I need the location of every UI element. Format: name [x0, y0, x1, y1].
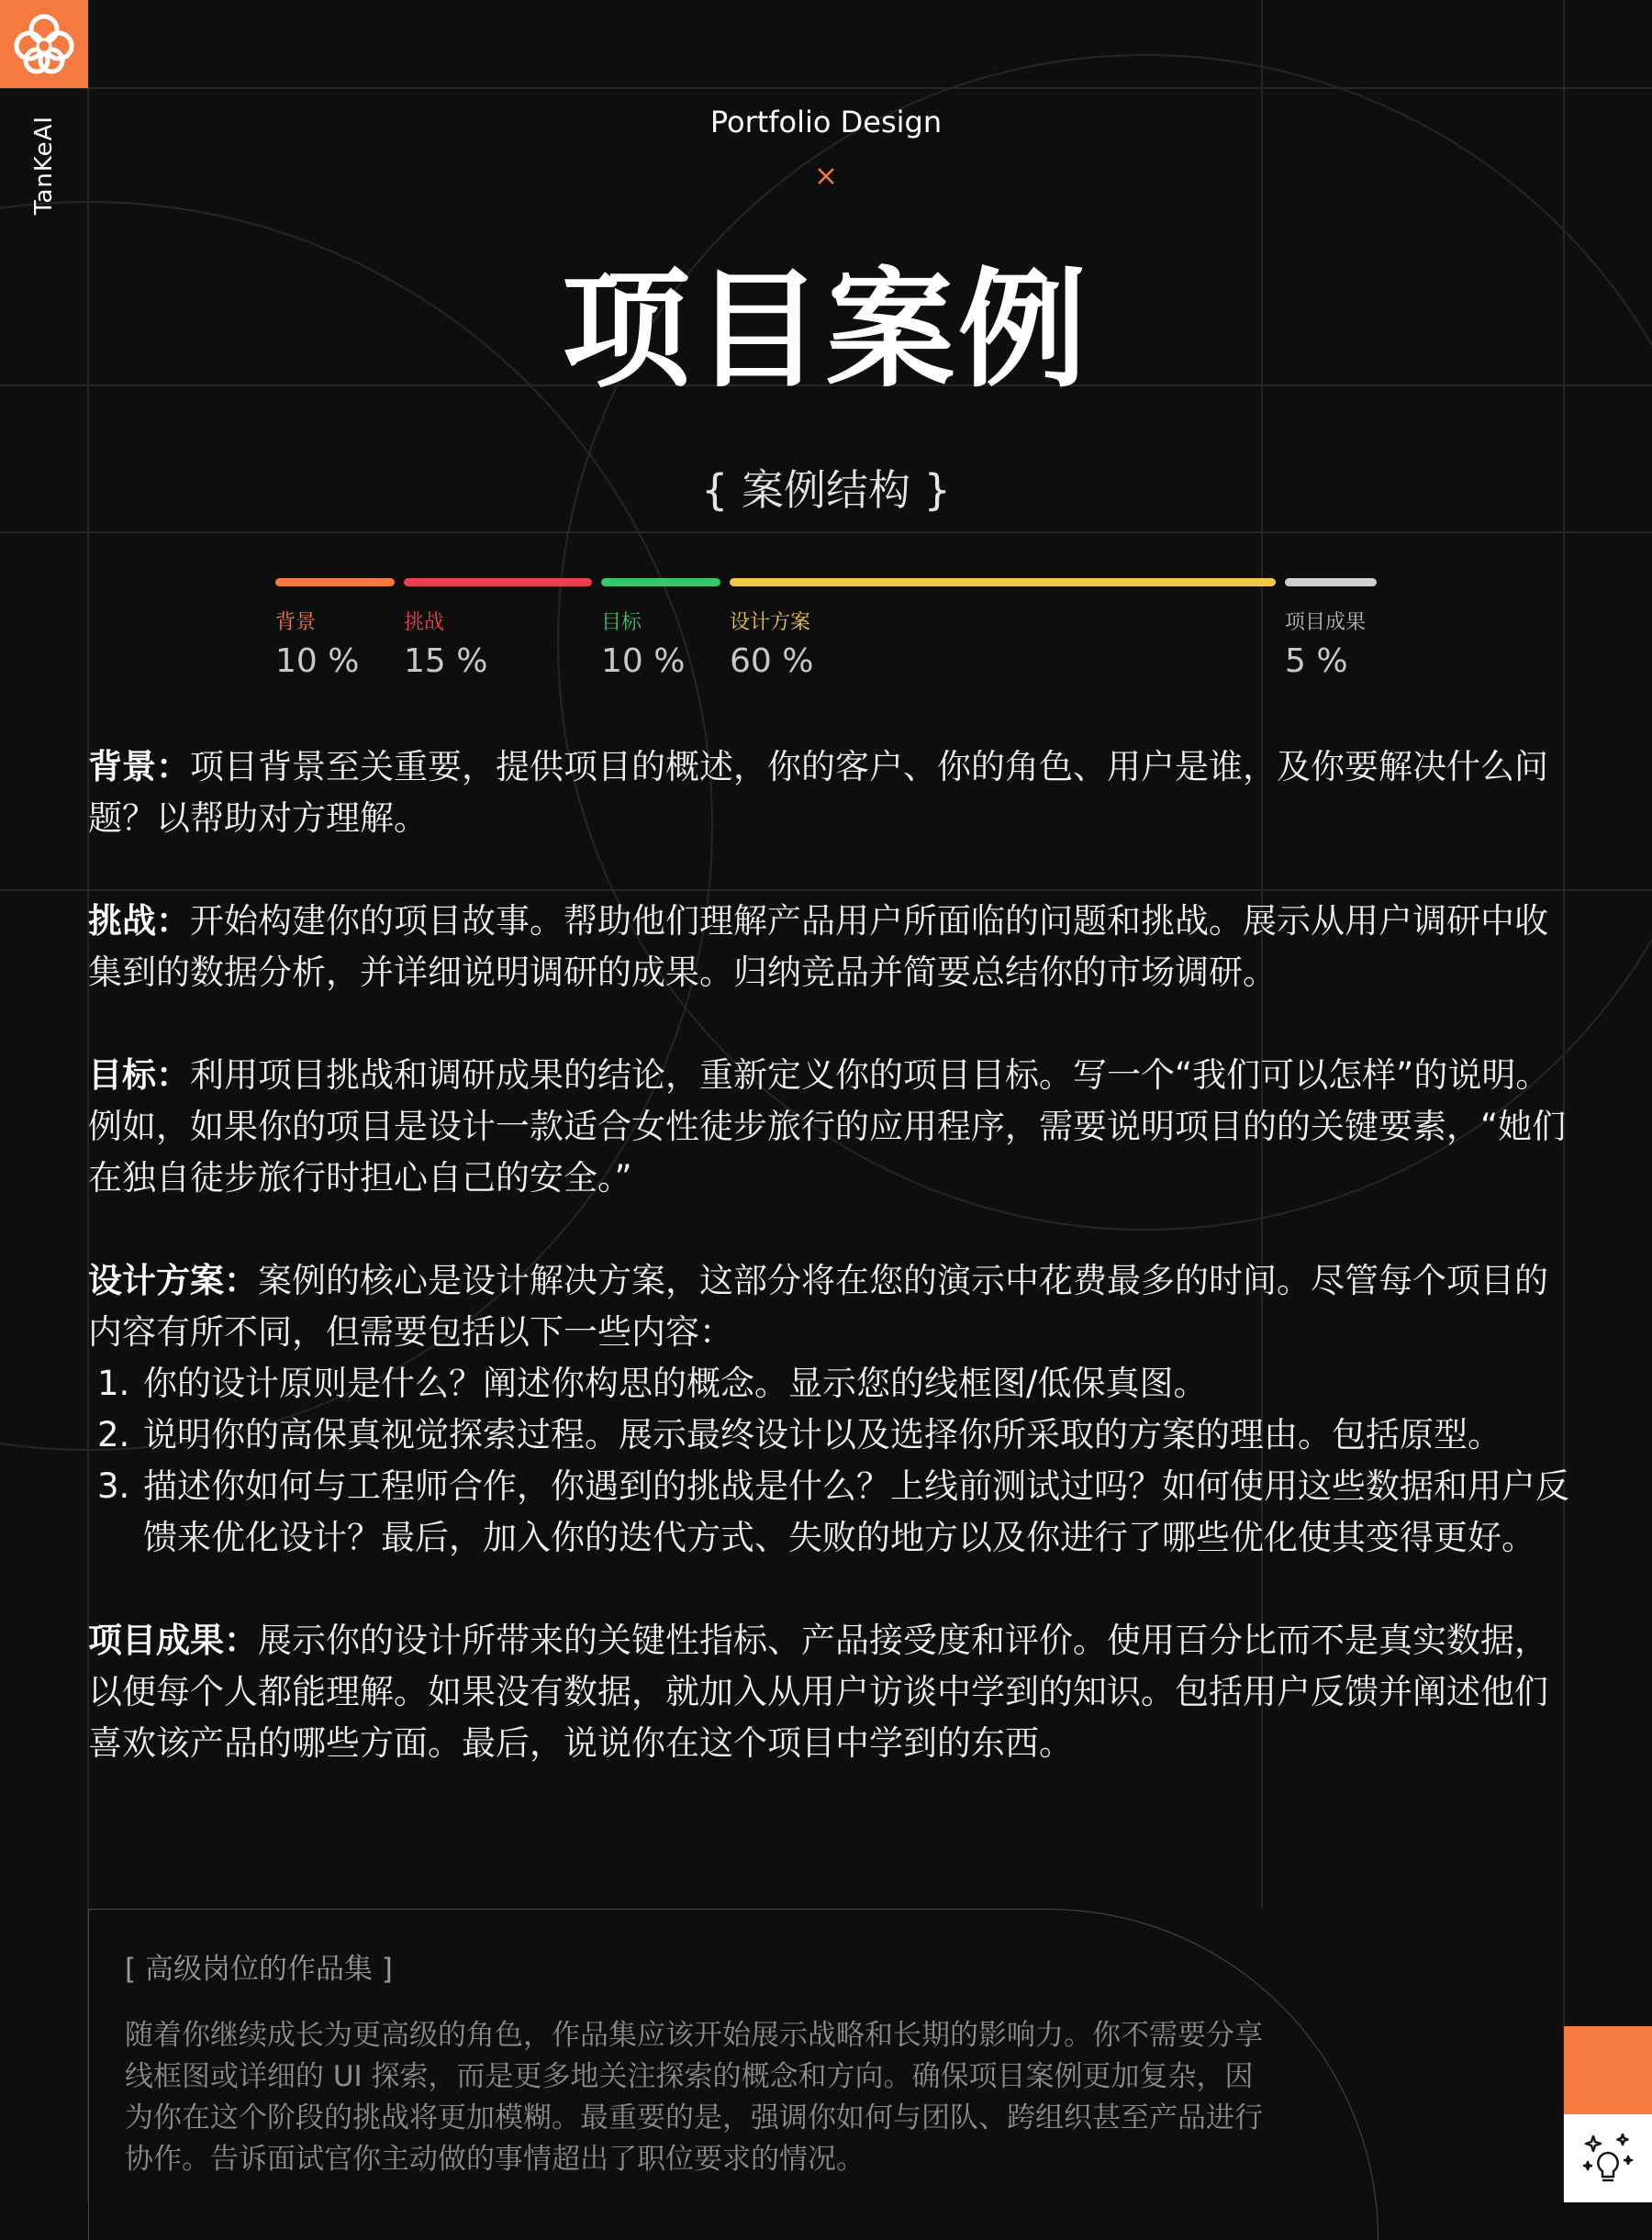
section-text: 利用项目挑战和调研成果的结论，重新定义你的项目目标。写一个“我们可以怎样”的说明。例如，如果你的项目是设计一款适合女性徒步旅行的应用程序，需要说明项目的的关键要素，“她们在独自徒步旅行时担心自己的安全。” [88, 1055, 1567, 1198]
structure-bar [601, 578, 720, 586]
corner-accent-block [1564, 2026, 1652, 2114]
card-body: 随着你继续成长为更高级的角色，作品集应该开始展示战略和长期的影响力。你不需要分享线框图或详细的 UI 探索，而是更多地关注探索的概念和方向。确保项目案例更加复杂，因为你在这个阶段的挑战将更加模糊。最重要的是，强调你如何与团队、跨组织甚至产品进行协作。告诉面试官你主动做的事情超出了职位要求的情况。 [125, 2019, 1263, 2176]
list-item [88, 1410, 1575, 1461]
structure-bar [275, 578, 395, 586]
section-design [88, 1255, 1575, 1564]
section-results [88, 1615, 1575, 1769]
close-icon [815, 165, 837, 187]
section-label: 设计方案： [88, 1261, 258, 1300]
logo [0, 0, 88, 88]
structure-segment-challenge [404, 578, 592, 680]
section-label: 目标： [88, 1055, 190, 1095]
corner-badge [1564, 2114, 1652, 2202]
structure-label: 挑战 [404, 611, 445, 634]
list-number: 1. [97, 1364, 130, 1403]
structure-segment-goal [601, 578, 720, 680]
structure-segment-results [1285, 578, 1377, 680]
structure-label: 目标 [601, 611, 642, 634]
section-background [88, 741, 1575, 844]
list-item [88, 1358, 1575, 1410]
section-challenge [88, 896, 1575, 998]
design-list [88, 1358, 1575, 1564]
structure-label: 设计方案 [730, 611, 811, 634]
structure-percent: 10 % [275, 642, 360, 680]
section-goal [88, 1050, 1575, 1204]
structure-percent: 60 % [730, 642, 814, 680]
list-number: 2. [97, 1415, 130, 1454]
structure-percent: 15 % [404, 642, 488, 680]
structure-label: 背景 [275, 611, 317, 634]
list-text: 说明你的高保真视觉探索过程。展示最终设计以及选择你所采取的方案的理由。包括原型。 [143, 1415, 1501, 1454]
page-title: 项目案例 [561, 256, 1090, 406]
section-text: 项目背景至关重要，提供项目的概述，你的客户、你的角色、用户是谁，及你要解决什么问题？以帮助对方理解。 [88, 747, 1548, 838]
sparkle-lightbulb-icon [1580, 2131, 1635, 2186]
structure-percent: 5 % [1285, 642, 1348, 680]
section-text: 案例的核心是设计解决方案，这部分将在您的演示中花费最多的时间。尽管每个项目的内容有所不同，但需要包括以下一些内容： [88, 1261, 1548, 1352]
structure-bar [730, 578, 1276, 586]
section-heading: { 案例结构 } [701, 465, 951, 515]
structure-bar [404, 578, 592, 586]
structure-bar [1285, 578, 1377, 586]
card-heading: [ 高级岗位的作品集 ] [125, 1953, 393, 1986]
structure-breakdown [275, 578, 1377, 679]
section-label: 项目成果： [88, 1621, 258, 1660]
brand-name: TanKeAI [30, 115, 58, 216]
list-text: 你的设计原则是什么？阐述你构思的概念。显示您的线框图/低保真图。 [143, 1364, 1208, 1403]
list-number: 3. [97, 1466, 130, 1506]
flower-logo-icon [9, 9, 79, 79]
page-subtitle: Portfolio Design [709, 105, 943, 139]
list-text: 描述你如何与工程师合作，你遇到的挑战是什么？上线前测试过吗？如何使用这些数据和用户反馈来优化设计？最后，加入你的迭代方式、失败的地方以及你进行了哪些优化使其变得更好。 [143, 1466, 1569, 1557]
section-design-intro [88, 1255, 1575, 1358]
section-label: 挑战： [88, 901, 190, 941]
case-content [88, 741, 1575, 1821]
section-text: 开始构建你的项目故事。帮助他们理解产品用户所面临的问题和挑战。展示从用户调研中收集到的数据分析，并详细说明调研的成果。归纳竞品并简要总结你的市场调研。 [88, 901, 1548, 992]
list-item [88, 1461, 1575, 1564]
section-text: 展示你的设计所带来的关键性指标、产品接受度和评价。使用百分比而不是真实数据，以便每个人都能理解。如果没有数据，就加入从用户访谈中学到的知识。包括用户反馈并阐述他们喜欢该产品的哪些方面。最后，说说你在这个项目中学到的东西。 [88, 1621, 1548, 1763]
structure-segment-background [275, 578, 395, 680]
structure-percent: 10 % [601, 642, 686, 680]
structure-segment-design [730, 578, 1276, 680]
section-label: 背景： [88, 747, 190, 786]
structure-label: 项目成果 [1285, 611, 1367, 634]
